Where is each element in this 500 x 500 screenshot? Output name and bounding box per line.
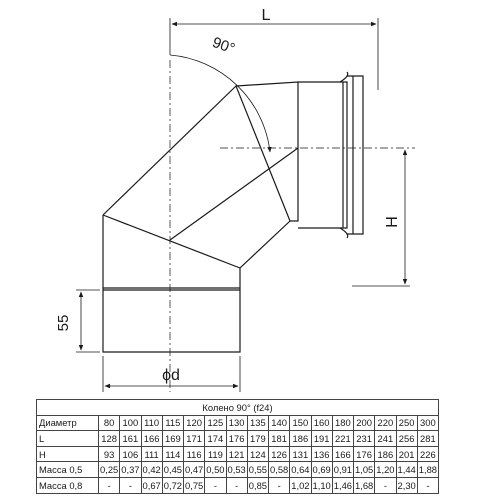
table-cell: - <box>205 477 226 493</box>
table-cell: - <box>417 477 438 493</box>
table-cell: 226 <box>417 446 438 462</box>
row-header: Масса 0,8 <box>37 477 99 493</box>
table-row <box>37 446 439 462</box>
table-cell: 116 <box>184 446 205 462</box>
height-label: H <box>384 216 401 228</box>
table-cell: 93 <box>99 446 120 462</box>
table-cell: 0,75 <box>184 477 205 493</box>
table-cell: 1,05 <box>354 462 375 478</box>
table-cell: 186 <box>375 446 396 462</box>
table-cell: 174 <box>205 431 226 447</box>
table-cell: 231 <box>354 431 375 447</box>
row-header: H <box>37 446 99 462</box>
table-cell: 241 <box>375 431 396 447</box>
table-cell: 0,37 <box>120 462 141 478</box>
table-cell: 130 <box>226 415 247 431</box>
table-cell: - <box>269 477 290 493</box>
table-cell: - <box>99 477 120 493</box>
table-cell: 200 <box>354 415 375 431</box>
table-cell: 119 <box>205 446 226 462</box>
table-cell: 176 <box>226 431 247 447</box>
table-cell: 121 <box>226 446 247 462</box>
table-caption: Колено 90° (f24) <box>37 400 439 416</box>
table-cell: 106 <box>120 446 141 462</box>
table-cell: 176 <box>354 446 375 462</box>
table-cell: 0,25 <box>99 462 120 478</box>
table-cell: 1,10 <box>311 477 332 493</box>
table-row <box>37 477 439 493</box>
table-cell: 115 <box>162 415 183 431</box>
table-row <box>37 462 439 478</box>
table-cell: 150 <box>290 415 311 431</box>
table-cell: 0,67 <box>141 477 162 493</box>
table-cell: 135 <box>247 415 268 431</box>
table-cell: 166 <box>332 446 353 462</box>
table-cell: 136 <box>311 446 332 462</box>
table-cell: 0,69 <box>311 462 332 478</box>
table-caption-row <box>37 400 439 416</box>
table-cell: 1,88 <box>417 462 438 478</box>
table-cell: 100 <box>120 415 141 431</box>
table-cell: 180 <box>332 415 353 431</box>
table-cell: - <box>120 477 141 493</box>
table-cell: 300 <box>417 415 438 431</box>
table-cell: 1,02 <box>290 477 311 493</box>
table-cell: 80 <box>99 415 120 431</box>
table-cell: 281 <box>417 431 438 447</box>
table-cell: 131 <box>290 446 311 462</box>
table-cell: - <box>375 477 396 493</box>
table-cell: 0,47 <box>184 462 205 478</box>
table-cell: 0,58 <box>269 462 290 478</box>
table-row <box>37 431 439 447</box>
table-cell: 1,44 <box>396 462 417 478</box>
row-header: Диаметр <box>37 415 99 431</box>
dimension-lines <box>76 18 410 392</box>
table-cell: 161 <box>120 431 141 447</box>
table-cell: 111 <box>141 446 162 462</box>
table-cell: - <box>226 477 247 493</box>
table-cell: 171 <box>184 431 205 447</box>
table-cell: 125 <box>205 415 226 431</box>
table-cell: 166 <box>141 431 162 447</box>
table-cell: 140 <box>269 415 290 431</box>
table-cell: 2,30 <box>396 477 417 493</box>
spec-table <box>36 399 439 494</box>
table-cell: 126 <box>269 446 290 462</box>
table-cell: 201 <box>396 446 417 462</box>
table-cell: 186 <box>290 431 311 447</box>
table-cell: 0,45 <box>162 462 183 478</box>
table-cell: 128 <box>99 431 120 447</box>
table-cell: 0,72 <box>162 477 183 493</box>
table-cell: 0,50 <box>205 462 226 478</box>
table-cell: 0,91 <box>332 462 353 478</box>
table-cell: 220 <box>375 415 396 431</box>
diameter-label: ϕd <box>162 367 180 384</box>
table-cell: 1,46 <box>332 477 353 493</box>
socket-length-label: 55 <box>55 314 72 332</box>
row-header: L <box>37 431 99 447</box>
table-cell: 0,53 <box>226 462 247 478</box>
length-label: L <box>261 7 271 24</box>
angle-label: 90° <box>209 33 238 58</box>
table-row <box>37 415 439 431</box>
table-cell: 191 <box>311 431 332 447</box>
table-cell: 179 <box>247 431 268 447</box>
table-cell: 110 <box>141 415 162 431</box>
table-cell: 124 <box>247 446 268 462</box>
table-cell: 169 <box>162 431 183 447</box>
row-header: Масса 0,5 <box>37 462 99 478</box>
table-cell: 250 <box>396 415 417 431</box>
table-cell: 160 <box>311 415 332 431</box>
table-cell: 1,20 <box>375 462 396 478</box>
elbow-outline <box>103 72 363 352</box>
table-cell: 0,42 <box>141 462 162 478</box>
table-cell: 120 <box>184 415 205 431</box>
table-cell: 0,64 <box>290 462 311 478</box>
table-cell: 0,55 <box>247 462 268 478</box>
table-cell: 221 <box>332 431 353 447</box>
table-cell: 1,68 <box>354 477 375 493</box>
table-cell: 256 <box>396 431 417 447</box>
center-lines <box>170 60 415 392</box>
table-cell: 114 <box>162 446 183 462</box>
table-cell: 181 <box>269 431 290 447</box>
table-cell: 0,85 <box>247 477 268 493</box>
